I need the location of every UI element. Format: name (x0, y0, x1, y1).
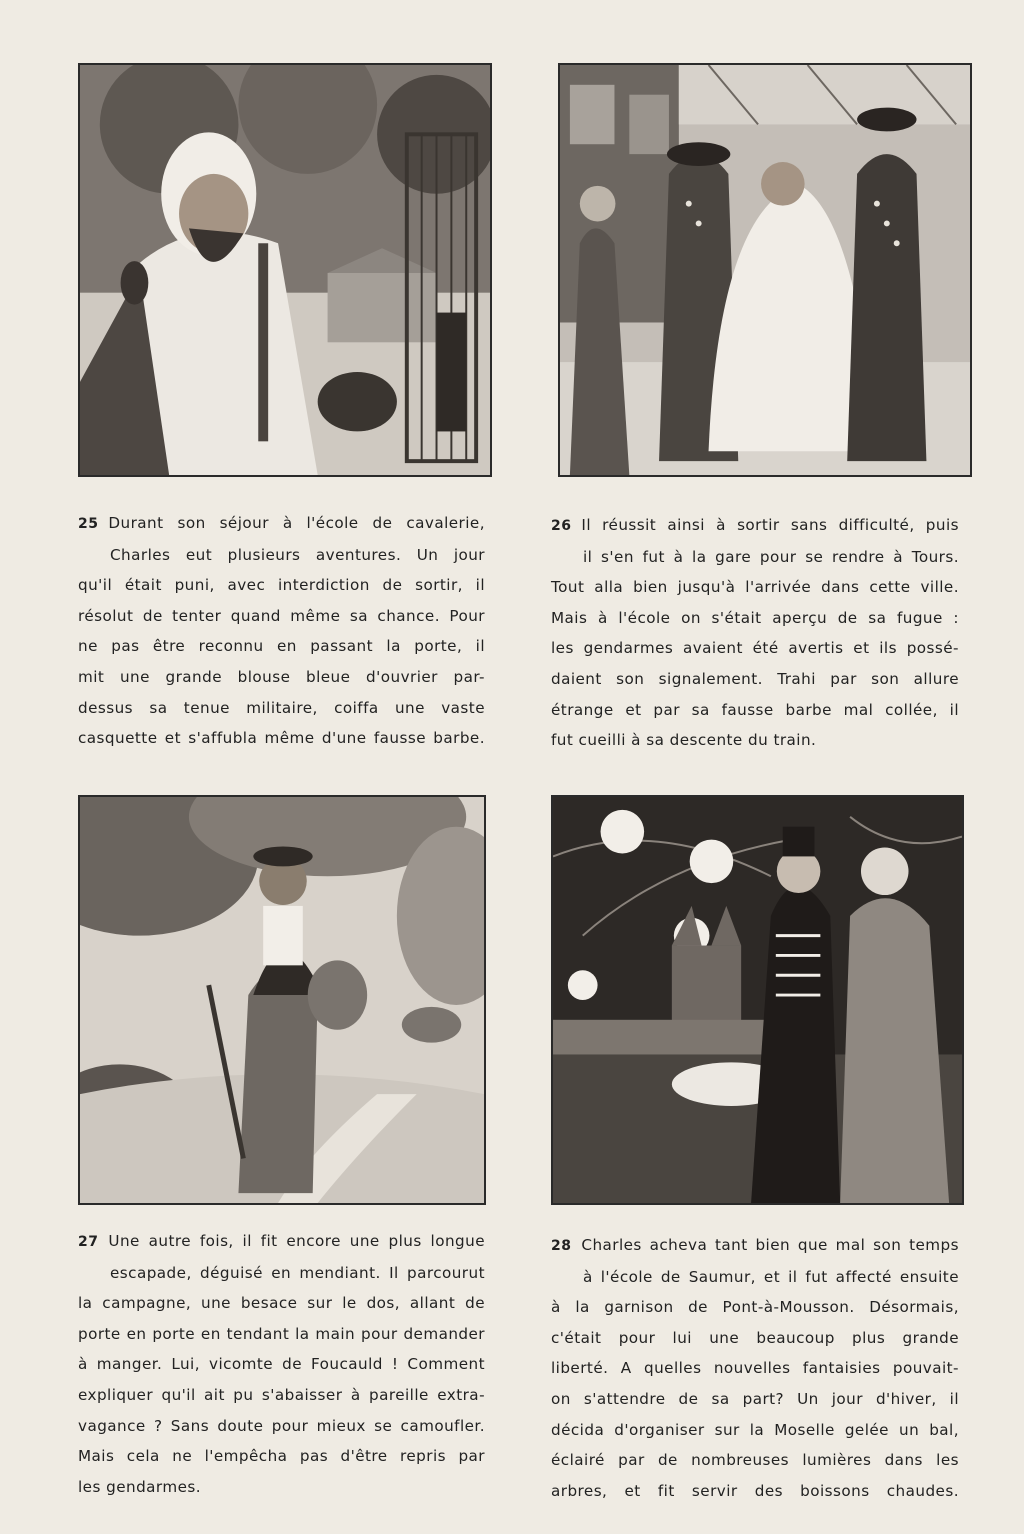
panel-number: 26 (551, 518, 572, 534)
caption-line: à manger. Lui, vicomte de Foucauld ! Comment (78, 1355, 485, 1374)
illustration-27-drawing (80, 797, 484, 1203)
caption-line: vagance ? Sans doute pour mieux se camoufler. (78, 1416, 485, 1435)
caption-27 (78, 1226, 485, 1502)
illustration-26-drawing (560, 65, 970, 475)
caption-line: on s'attendre de sa part? Un jour d'hiver, il (551, 1389, 959, 1408)
caption-line: étrange et par sa fausse barbe mal collée, il (551, 700, 959, 719)
caption-line: ne pas être reconnu en passant la porte, il (78, 637, 485, 656)
caption-line: dessus sa tenue militaire, coiffa une vaste (78, 698, 485, 717)
caption-line: à l'école de Saumur, et il fut affecté ensuite (583, 1267, 959, 1286)
illustration-panel-28 (551, 795, 964, 1205)
caption-line: Une autre fois, il fit encore une plus longue (108, 1232, 485, 1250)
caption-line: Charles eut plusieurs aventures. Un jour (110, 545, 485, 564)
caption-line: Il réussit ainsi à sortir sans difficulté, puis (581, 516, 959, 534)
caption-line: daient son signalement. Trahi par son allure (551, 669, 959, 688)
caption-line: qu'il était puni, avec interdiction de sortir, il (78, 576, 485, 595)
caption-line: Durant son séjour à l'école de cavalerie, (108, 514, 485, 532)
caption-line: Mais cela ne l'empêcha pas d'être repris par (78, 1447, 485, 1466)
caption-line: liberté. A quelles nouvelles fantaisies pouvait- (551, 1359, 959, 1378)
caption-line: Charles acheva tant bien que mal son temps (581, 1236, 959, 1254)
caption-line: porte en porte en tendant la main pour demander (78, 1324, 485, 1343)
illustration-panel-26 (558, 63, 972, 477)
illustration-25-drawing (80, 65, 490, 475)
caption-line: les gendarmes avaient été avertis et ils possé- (551, 639, 959, 658)
illustration-panel-27 (78, 795, 486, 1205)
illustration-panel-25 (78, 63, 492, 477)
panel-number: 27 (78, 1234, 99, 1250)
caption-line: éclairé par de nombreuses lumières dans les (551, 1451, 959, 1470)
caption-26 (551, 510, 959, 756)
caption-line: Mais à l'école on s'était aperçu de sa fugue : (551, 608, 959, 627)
caption-line: résolut de tenter quand même sa chance. Pour (78, 606, 485, 625)
caption-line: casquette et s'affubla même d'une fausse barbe. (78, 729, 485, 748)
caption-line: décida d'organiser sur la Moselle gelée un bal, (551, 1420, 959, 1439)
caption-line: la campagne, une besace sur le dos, allant de (78, 1294, 485, 1313)
caption-line: c'était pour lui une beaucoup plus grande (551, 1328, 959, 1347)
panel-number: 28 (551, 1238, 572, 1254)
caption-line: expliquer qu'il ait pu s'abaisser à pareille extra- (78, 1385, 485, 1404)
caption-line: escapade, déguisé en mendiant. Il parcourut (110, 1263, 485, 1282)
caption-line: à la garnison de Pont-à-Mousson. Désormais, (551, 1298, 959, 1317)
caption-line: Tout alla bien jusqu'à l'arrivée dans cette ville. (551, 578, 959, 597)
panel-number: 25 (78, 516, 99, 532)
caption-line: mit une grande blouse bleue d'ouvrier par- (78, 667, 485, 686)
caption-line: les gendarmes. (78, 1477, 202, 1496)
caption-25 (78, 508, 485, 754)
illustration-28-drawing (553, 797, 962, 1203)
caption-line: fut cueilli à sa descente du train. (551, 731, 817, 750)
caption-28 (551, 1230, 959, 1506)
caption-line: arbres, et fit servir des boissons chaudes. (551, 1481, 959, 1500)
caption-line: il s'en fut à la gare pour se rendre à Tours. (583, 547, 959, 566)
